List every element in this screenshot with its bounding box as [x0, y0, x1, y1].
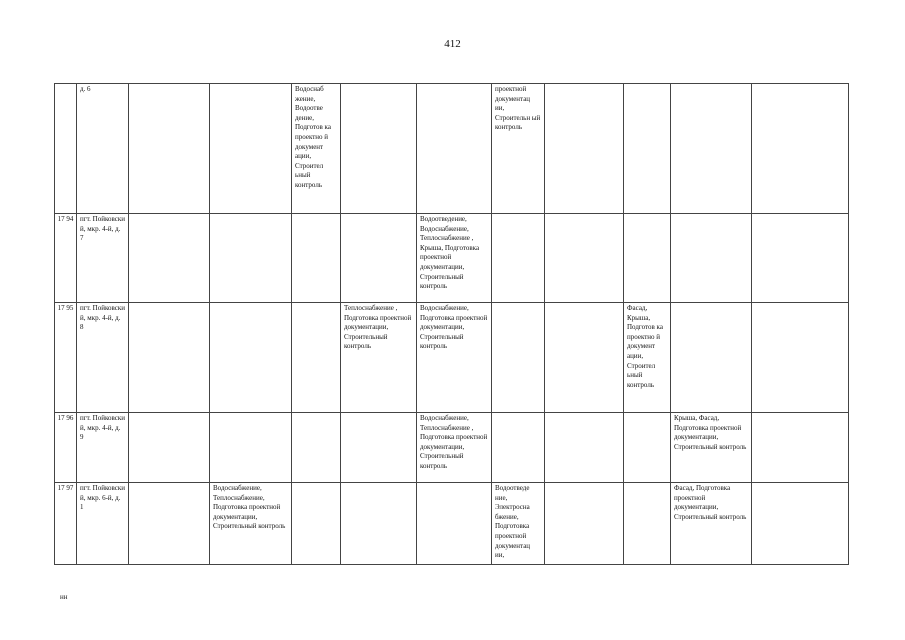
work-cell — [417, 483, 492, 565]
work-cell — [545, 214, 624, 303]
work-cell — [624, 483, 671, 565]
row-number-cell: 17 95 — [55, 303, 77, 413]
work-cell — [545, 84, 624, 214]
work-cell — [292, 483, 341, 565]
footer-mark: нн — [60, 593, 68, 601]
table-row — [55, 483, 849, 565]
work-cell: Водоотведе ние, Электросна бжение, Подготовка проектной документац ии, — [492, 483, 545, 565]
work-cell — [752, 214, 849, 303]
work-cell — [624, 214, 671, 303]
work-cell — [492, 214, 545, 303]
work-schedule-table — [54, 83, 849, 565]
work-cell — [624, 84, 671, 214]
work-cell — [341, 214, 417, 303]
work-cell — [671, 84, 752, 214]
work-cell — [752, 413, 849, 483]
table-row — [55, 413, 849, 483]
address-cell: пгт. Пойковски й, мкр. 4-й, д. 9 — [77, 413, 129, 483]
work-cell: Водоснаб жение, Водоотве дение, Подготов ка проектно й документ ации, Строител ьный контроль — [292, 84, 341, 214]
row-number-cell: 17 97 — [55, 483, 77, 565]
work-cell: Крыша, Фасад, Подготовка проектной документации, Строительный контроль — [671, 413, 752, 483]
work-cell: проектной документац ии, Строительн ый контроль — [492, 84, 545, 214]
work-cell — [341, 413, 417, 483]
work-cell — [417, 84, 492, 214]
work-cell: Водоснабжение, Теплоснабжение , Подготовка проектной документации, Строительный контроль — [417, 413, 492, 483]
work-cell — [129, 84, 210, 214]
work-cell: Фасад, Крыша, Подготов ка проектно й документ ации, Строител ьный контроль — [624, 303, 671, 413]
work-cell — [671, 303, 752, 413]
work-cell: Водоснабжение, Теплоснабжение, Подготовка проектной документации, Строительный контроль — [210, 483, 292, 565]
row-number-cell: 17 96 — [55, 413, 77, 483]
address-cell: д. 6 — [77, 84, 129, 214]
row-number-cell: 17 94 — [55, 214, 77, 303]
work-cell — [341, 84, 417, 214]
page-number: 412 — [444, 38, 461, 50]
work-cell — [341, 483, 417, 565]
address-cell: пгт. Пойковски й, мкр. 4-й, д. 7 — [77, 214, 129, 303]
work-cell — [129, 303, 210, 413]
work-cell — [545, 413, 624, 483]
table-row — [55, 303, 849, 413]
address-cell: пгт. Пойковски й, мкр. 6-й, д. 1 — [77, 483, 129, 565]
address-cell: пгт. Пойковски й, мкр. 4-й, д. 8 — [77, 303, 129, 413]
work-cell — [752, 483, 849, 565]
work-cell — [624, 413, 671, 483]
work-cell: Водоснабжение, Подготовка проектной документации, Строительный контроль — [417, 303, 492, 413]
work-cell: Водоотведение, Водоснабжение, Теплоснабжение , Крыша, Подготовка проектной документации, Строительный контроль — [417, 214, 492, 303]
work-cell — [292, 214, 341, 303]
work-cell — [671, 214, 752, 303]
work-cell — [129, 413, 210, 483]
work-cell — [545, 303, 624, 413]
work-cell — [210, 214, 292, 303]
work-cell — [129, 214, 210, 303]
work-cell — [752, 303, 849, 413]
work-cell — [210, 303, 292, 413]
work-cell: Теплоснабжение , Подготовка проектной документации, Строительный контроль — [341, 303, 417, 413]
work-cell — [210, 84, 292, 214]
work-cell — [129, 483, 210, 565]
work-cell — [545, 483, 624, 565]
table-row — [55, 84, 849, 214]
work-cell — [492, 303, 545, 413]
table-row — [55, 214, 849, 303]
work-cell: Фасад, Подготовка проектной документации, Строительный контроль — [671, 483, 752, 565]
work-cell — [292, 413, 341, 483]
work-cell — [492, 413, 545, 483]
work-cell — [292, 303, 341, 413]
row-number-cell — [55, 84, 77, 214]
work-cell — [752, 84, 849, 214]
work-cell — [210, 413, 292, 483]
